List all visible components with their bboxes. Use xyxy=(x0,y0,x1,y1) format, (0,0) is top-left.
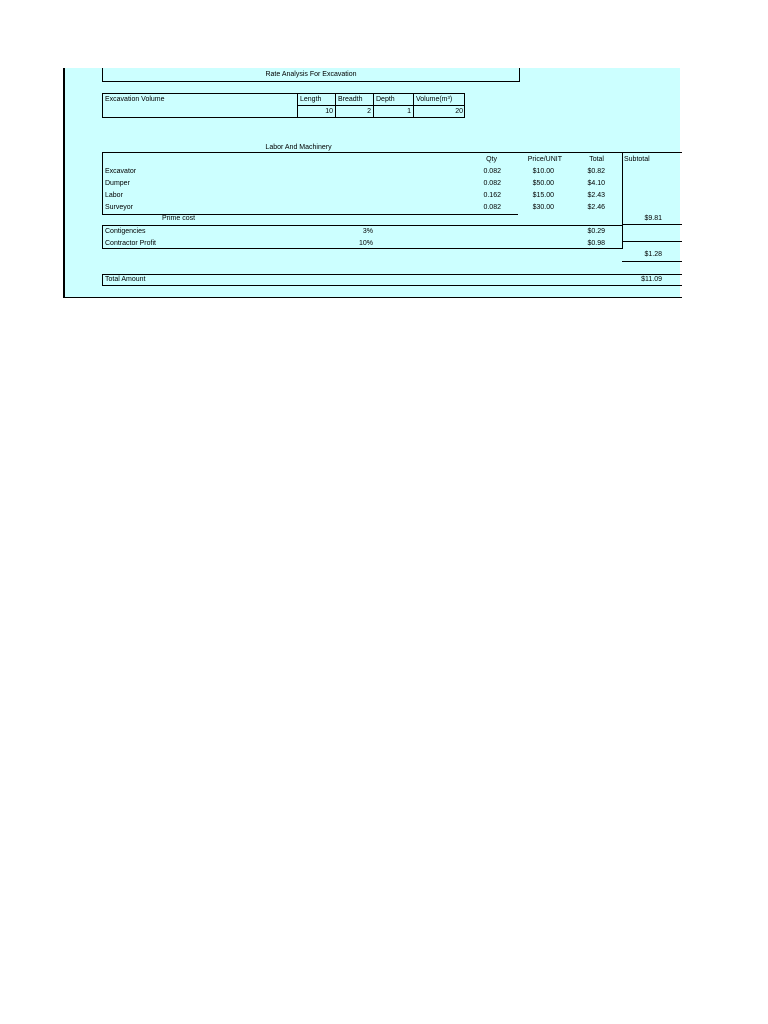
labor-qty: 0.162 xyxy=(483,192,501,199)
total-amount-value: $11.09 xyxy=(641,276,662,283)
labor-qty: 0.082 xyxy=(483,204,501,211)
extras-total: $0.29 xyxy=(587,228,605,235)
labor-title: Labor And Machinery xyxy=(265,144,332,151)
labor-price: $15.00 xyxy=(532,192,554,199)
depth-value: 1 xyxy=(407,108,411,115)
labor-total: $2.43 xyxy=(587,192,605,199)
prime-cost-label: Prime cost xyxy=(162,215,196,222)
labor-total: $4.10 xyxy=(587,180,605,187)
spreadsheet-area xyxy=(63,68,680,298)
price-header: Price/UNIT xyxy=(527,156,562,163)
labor-price: $30.00 xyxy=(532,204,554,211)
labor-price: $50.00 xyxy=(532,180,554,187)
labor-item: Surveyor xyxy=(105,204,134,211)
extras-total: $0.98 xyxy=(587,240,605,247)
extras-percent: 3% xyxy=(362,228,373,235)
labor-total: $0.82 xyxy=(587,168,605,175)
extras-item: Contigencies xyxy=(105,228,146,235)
depth-header: Depth xyxy=(376,96,395,103)
labor-item: Excavator xyxy=(105,168,137,175)
labor-item: Dumper xyxy=(105,180,130,187)
breadth-value: 2 xyxy=(367,108,371,115)
total-amount-label: Total Amount xyxy=(105,276,146,283)
prime-cost-subtotal: $9.81 xyxy=(644,215,662,222)
labor-qty: 0.082 xyxy=(483,180,501,187)
length-value: 10 xyxy=(325,108,333,115)
breadth-header: Breadth xyxy=(338,96,363,103)
labor-qty: 0.082 xyxy=(483,168,501,175)
qty-header: Qty xyxy=(486,156,497,163)
length-header: Length xyxy=(300,96,322,103)
extras-item: Contractor Profit xyxy=(105,240,156,247)
total-amount-box xyxy=(102,274,682,286)
total-header: Total xyxy=(589,156,604,163)
labor-price: $10.00 xyxy=(532,168,554,175)
sheet-title: Rate Analysis For Excavation xyxy=(265,71,357,78)
volume-header: Volume(m³) xyxy=(416,96,453,103)
volume-value: 20 xyxy=(455,108,463,115)
labor-total: $2.46 xyxy=(587,204,605,211)
subtotal-header: Subtotal xyxy=(624,156,650,163)
excavation-volume-label: Excavation Volume xyxy=(105,96,165,103)
extras-percent: 10% xyxy=(358,240,373,247)
labor-item: Labor xyxy=(105,192,123,199)
extras-subtotal: $1.28 xyxy=(644,251,662,258)
